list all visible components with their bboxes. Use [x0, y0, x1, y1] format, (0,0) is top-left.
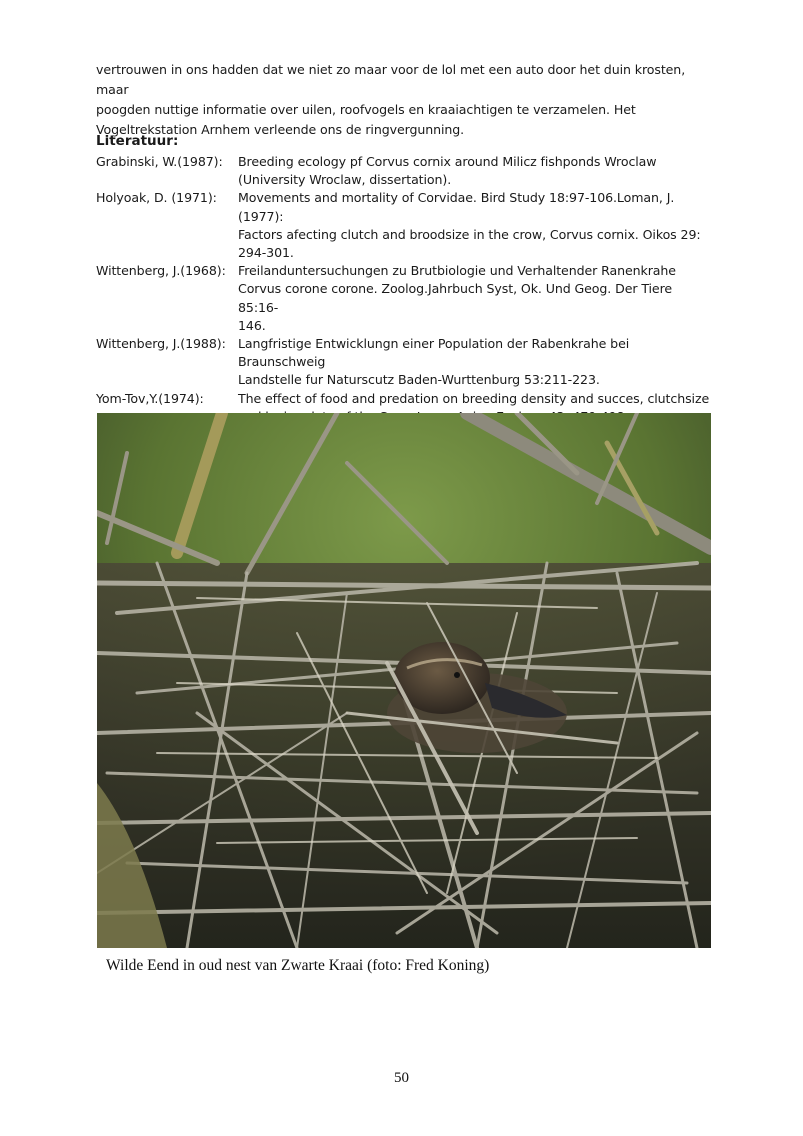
photo-caption: Wilde Eend in oud nest van Zwarte Kraai (foto: Fred Koning): [106, 957, 490, 974]
intro-paragraph: [96, 60, 716, 140]
reference-author: Wittenberg, J.(1968):: [96, 263, 226, 279]
reference-line: Landstelle fur Naturscutz Baden-Wurttenburg 53:211-223.: [238, 372, 600, 388]
reference-line: Freilanduntersuchungen zu Brutbiologie und Verhaltender Ranenkrahe: [238, 263, 676, 279]
reference-line: Langfristige Entwicklungn einer Population der Rabenkrahe bei Braunschweig: [238, 336, 630, 370]
reference-line: Movements and mortality of Corvidae. Bird Study 18:97-106.Loman, J.(1977):: [238, 190, 675, 224]
reference-list: [96, 153, 716, 426]
page-number: 50: [394, 1070, 409, 1086]
reference-line: Corvus corone corone. Zoolog.Jahrbuch Syst, Ok. Und Geog. Der Tiere 85:16-: [238, 281, 673, 315]
reference-text: [238, 189, 716, 262]
reference-item: [96, 189, 716, 262]
intro-line: poogden nuttige informatie over uilen, roofvogels en kraaiachtigen te verzamelen. Het: [96, 102, 636, 117]
reference-line: The effect of food and predation on breeding density and succes, clutchsize: [238, 390, 710, 406]
reference-author: Grabinski, W.(1987):: [96, 154, 223, 169]
nest-photo-illustration: [97, 413, 711, 948]
intro-line: Vogeltrekstation Arnhem verleende ons de ringvergunning.: [96, 122, 465, 137]
reference-author: Yom-Tov,Y.(1974):: [96, 390, 204, 406]
reference-item: [96, 262, 716, 335]
nest-photo: [97, 413, 711, 948]
reference-line: Breeding ecology pf Corvus cornix around Milicz fishponds Wroclaw: [238, 154, 657, 169]
reference-author: Holyoak, D. (1971):: [96, 190, 217, 206]
reference-line: 146.: [238, 317, 266, 333]
reference-text: [238, 153, 716, 189]
reference-author: Wittenberg, J.(1988):: [96, 336, 226, 352]
reference-text: [238, 335, 716, 390]
literature-heading: Literatuur:: [96, 133, 179, 149]
reference-item: [96, 153, 716, 189]
intro-line: vertrouwen in ons hadden dat we niet zo maar voor de lol met een auto door het duin krosten, maar: [96, 62, 686, 97]
reference-text: [238, 262, 716, 335]
reference-line: Factors afecting clutch and broodsize in the crow, Corvus cornix. Oikos 29:: [238, 226, 701, 242]
reference-line: 294-301.: [238, 245, 294, 261]
reference-line: (University Wroclaw, dissertation).: [238, 172, 452, 188]
reference-item: [96, 335, 716, 390]
